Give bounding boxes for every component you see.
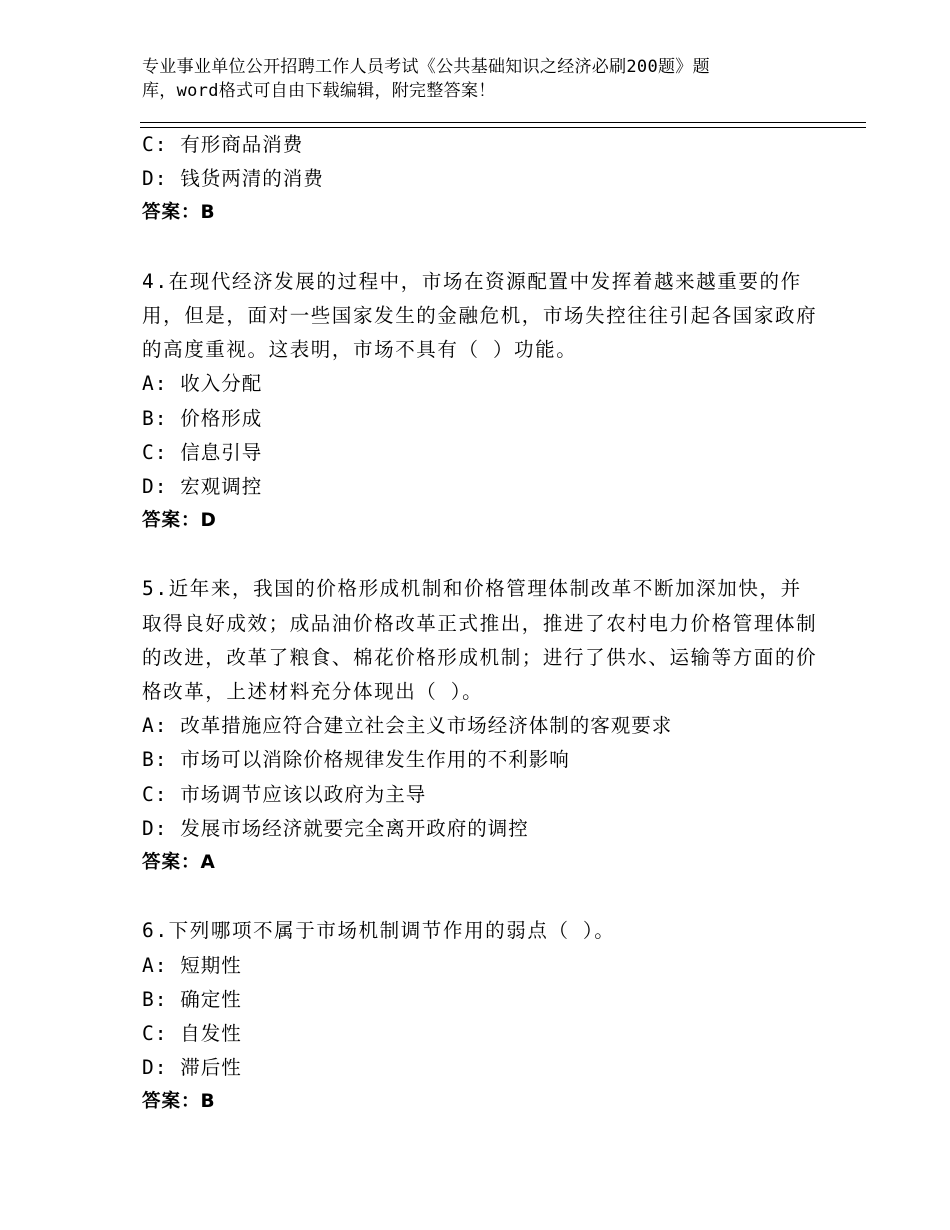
question-6 bbox=[142, 914, 822, 1119]
question-3-continuation bbox=[142, 128, 822, 231]
document-body bbox=[142, 128, 822, 1120]
answer-line: 答案：B bbox=[142, 202, 216, 224]
question-stem: 4.在现代经济发展的过程中，市场在资源配置中发挥着越来越重要的作用，但是，面对一些国家发生的金融危机，市场失控往往引起各国家政府的高度重视。这表明，市场不具有（ ）功能。 bbox=[142, 269, 818, 362]
option-d: D: 宏观调控 bbox=[142, 474, 263, 498]
option-c: C: 市场调节应该以政府为主导 bbox=[142, 782, 427, 806]
option-a: A: 改革措施应符合建立社会主义市场经济体制的客观要求 bbox=[142, 714, 673, 738]
question-4 bbox=[142, 265, 822, 539]
option-a: A: 收入分配 bbox=[142, 372, 263, 396]
option-b: B: 确定性 bbox=[142, 987, 242, 1011]
option-c: C: 信息引导 bbox=[142, 440, 263, 464]
header-title-line-2: 库，word格式可自由下载编辑，附完整答案！ bbox=[142, 81, 496, 101]
option-d: D: 钱货两清的消费 bbox=[142, 167, 324, 191]
question-stem: 5.近年来，我国的价格形成机制和价格管理体制改革不断加深加快，并取得良好成效；成品油价格改革正式推出，推进了农村电力价格管理体制的改进，改革了粮食、棉花价格形成机制；进行了供水、运输等方面的价格改革，上述材料充分体现出（ ）。 bbox=[142, 577, 818, 704]
question-5 bbox=[142, 572, 822, 880]
option-a: A: 短期性 bbox=[142, 953, 242, 977]
answer-line: 答案：D bbox=[142, 510, 217, 532]
spacer bbox=[142, 231, 822, 265]
spacer bbox=[142, 880, 822, 914]
option-b: B: 价格形成 bbox=[142, 406, 263, 430]
question-stem: 6.下列哪项不属于市场机制调节作用的弱点（ ）。 bbox=[142, 919, 616, 943]
page-header bbox=[142, 55, 842, 103]
option-c: C: 自发性 bbox=[142, 1022, 242, 1045]
header-title-line-1: 专业事业单位公开招聘工作人员考试《公共基础知识之经济必刷200题》题 bbox=[142, 57, 710, 77]
option-d: D: 滞后性 bbox=[142, 1056, 242, 1080]
option-d: D: 发展市场经济就要完全离开政府的调控 bbox=[142, 816, 529, 840]
spacer bbox=[142, 538, 822, 572]
option-c: C: 有形商品消费 bbox=[142, 133, 304, 156]
option-b: B: 市场可以消除价格规律发生作用的不利影响 bbox=[142, 748, 570, 772]
answer-line: 答案：B bbox=[142, 1091, 216, 1113]
answer-line: 答案：A bbox=[142, 852, 216, 874]
